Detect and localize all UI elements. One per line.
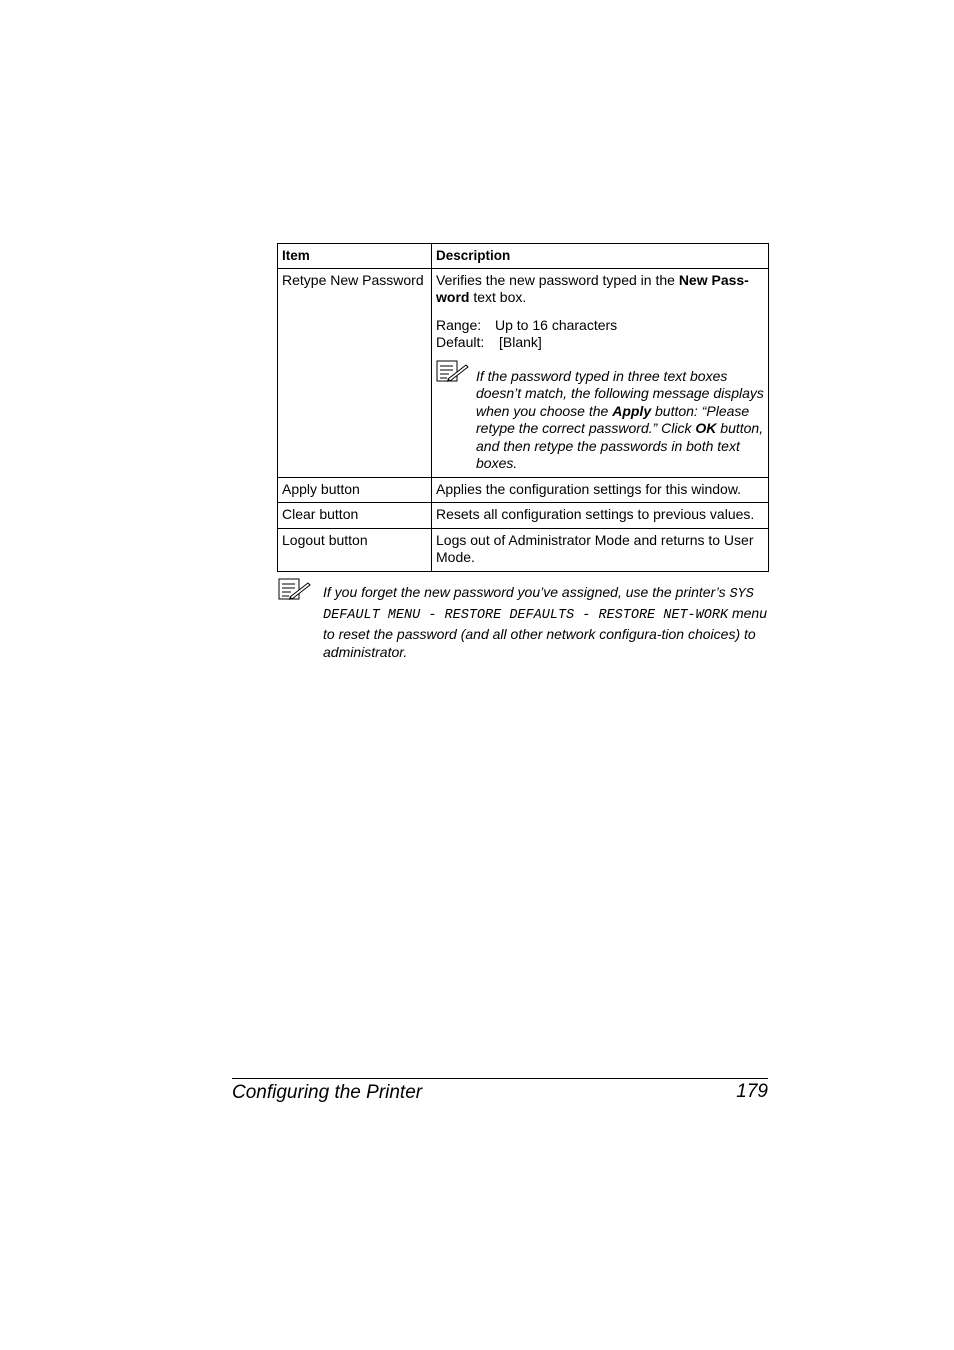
default-value: [Blank] (499, 334, 542, 350)
row-item-clear-button: Clear button (278, 503, 432, 529)
table-row (278, 268, 769, 477)
row-description-logout-button: Logs out of Administrator Mode and returns to User Mode. (432, 528, 769, 571)
footnote-text-part: menu to reset the password (and all other network configura-tion choices) to administrator. (323, 605, 767, 660)
footer-divider (232, 1078, 768, 1079)
note-icon (278, 578, 323, 661)
footnote-text (323, 583, 768, 661)
footnote-text-part: If you forget the new password you’ve assigned, use the printer’s (323, 584, 730, 600)
note-text-part: If the password typed in three text boxes doesn’t match, the following message displays when you choose the (476, 367, 764, 419)
range-value: Up to 16 characters (495, 316, 618, 333)
retype-description (436, 272, 764, 307)
row-item-apply-button: Apply button (278, 477, 432, 503)
row-item-logout-button: Logout button (278, 528, 432, 571)
note-text (476, 368, 764, 473)
table-header-row (278, 244, 769, 269)
header-description: Description (432, 244, 769, 269)
note-bold-apply: Apply (612, 402, 652, 419)
range-label: Range: (436, 316, 482, 333)
desc-bold-field-name: New Pass-word (436, 271, 749, 305)
note-icon (436, 360, 476, 384)
row-description-retype-new-password (432, 268, 769, 477)
header-item: Item (278, 244, 432, 269)
password-mismatch-note (436, 360, 764, 473)
row-description-clear-button: Resets all configuration settings to previous values. (432, 503, 769, 529)
note-text-part: button: “Please retype the correct password.” Click (476, 402, 750, 436)
desc-text-end: text box. (469, 289, 527, 305)
table-row (278, 503, 769, 529)
item-description-table (277, 243, 769, 572)
table-row (278, 528, 769, 571)
row-item-retype-new-password: Retype New Password (278, 268, 432, 477)
default-label: Default: (436, 334, 485, 350)
desc-text: Verifies the new password typed in the (436, 271, 679, 288)
footer-chapter-title: Configuring the Printer (232, 1082, 423, 1103)
note-bold-ok: OK (695, 420, 717, 436)
menu-path: SYS DEFAULT MENU - RESTORE DEFAULTS - RESTORE NET-WORK (323, 587, 754, 623)
range-line (436, 317, 764, 335)
note-text-part: button, and then retype the passwords in both text boxes. (476, 420, 764, 471)
row-description-apply-button: Applies the configuration settings for this window. (432, 477, 769, 503)
page-number: 179 (736, 1081, 768, 1102)
forgotten-password-note (278, 578, 768, 661)
default-line (436, 334, 764, 352)
table-row (278, 477, 769, 503)
